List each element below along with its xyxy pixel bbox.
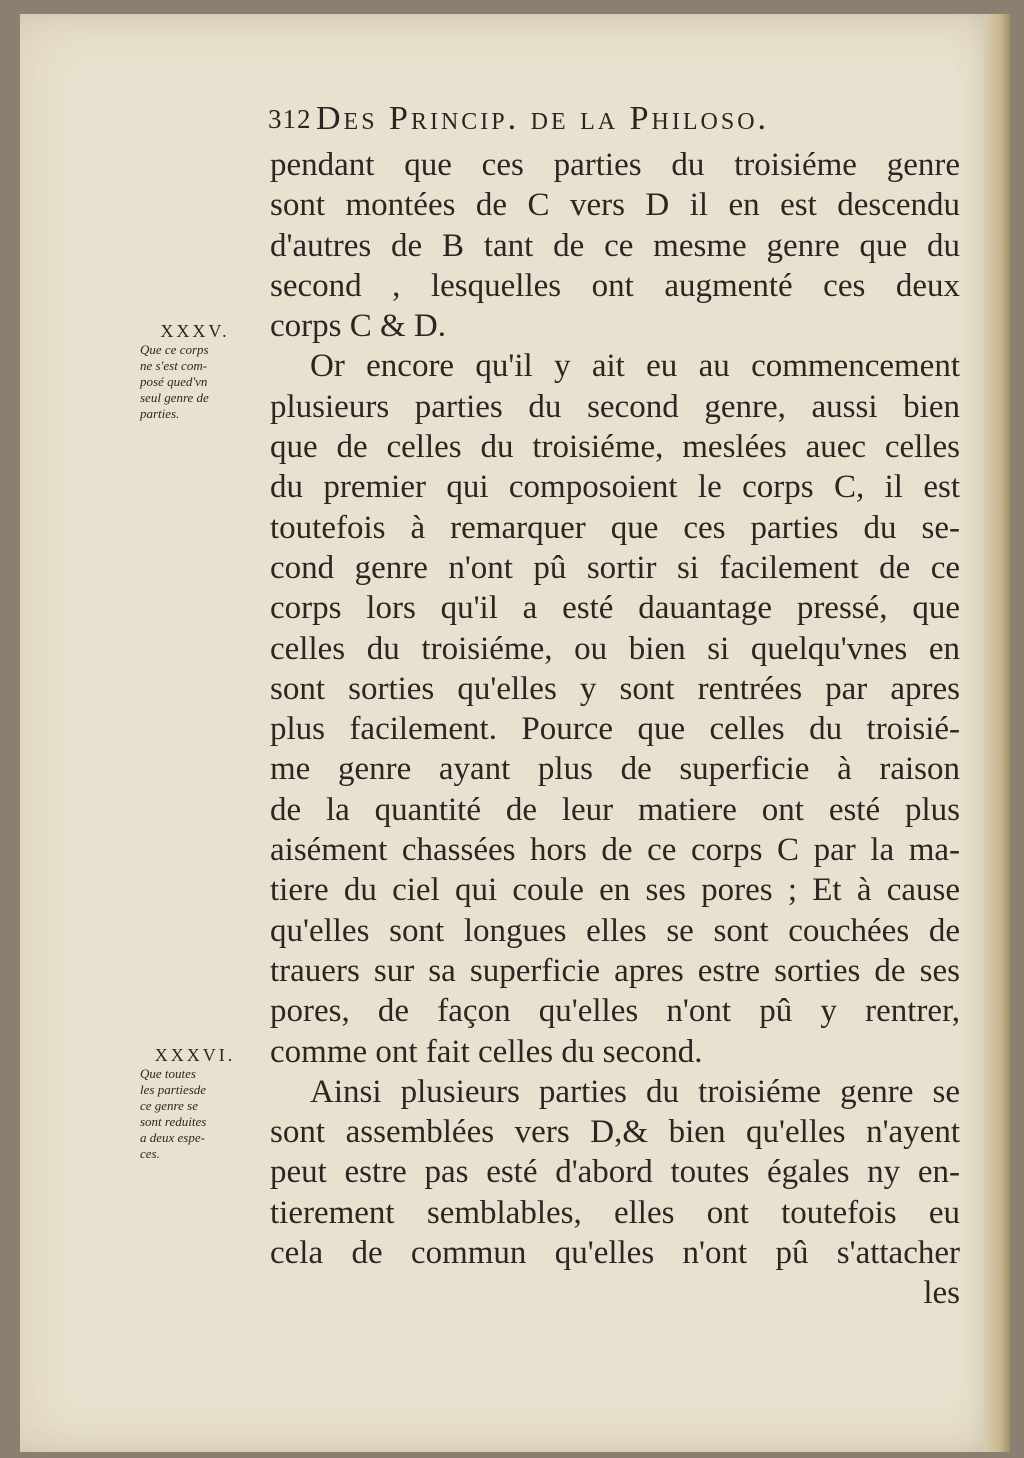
margin-note-36 [140,1044,250,1162]
text-line: corps C & D. [270,308,446,345]
text-line: pendant que ces parties du troisiéme genre [270,147,960,183]
text-line: plusieurs parties du second genre, aussi bien [270,388,960,425]
text-line: comme ont fait celles du second. [270,1033,703,1070]
text-line: pores, de façon qu'elles n'ont pû y rentrer, [270,993,960,1030]
margin-note-line: sont reduites [140,1114,207,1129]
text-line: tiere du ciel qui coule en ses pores ; Et à cause [270,872,960,909]
page-gutter [984,14,1010,1452]
text-line: celles du troisiéme, ou bien si quelqu'vnes en [270,630,960,667]
text-line: corps lors qu'il a esté dauantage pressé, que [270,590,960,627]
running-title: Des Princip. de la Philoso. [316,100,770,137]
text-line: peut estre pas esté d'abord toutes égales ny en- [270,1154,960,1191]
margin-note-line: ces. [140,1146,160,1161]
text-line: tierement semblables, elles ont toutefois eu [270,1194,960,1231]
text-line: sont montées de C vers D il en est descendu [270,187,960,224]
text-line: second , lesquelles ont augmenté ces deux [270,267,960,304]
text-line: plus facilement. Pource que celles du troisié- [270,711,960,748]
margin-note-number: XXXV. [160,321,230,341]
margin-note-line: posé qued'vn [140,374,208,389]
text-line: cond genre n'ont pû sortir si facilement de ce [270,549,960,586]
margin-note-line: a deux espe- [140,1130,205,1145]
text-line: me genre ayant plus de superficie à raison [270,751,960,788]
text-line: toutefois à remarquer que ces parties du se- [270,509,960,546]
text-line: du premier qui composoient le corps C, il est [270,469,960,506]
catchword: les [923,1275,960,1312]
margin-note-line: ne s'est com- [140,358,208,373]
text-line: qu'elles sont longues elles se sont couchées de [270,912,960,949]
margin-note-line: parties. [140,406,180,421]
text-line: trauers sur sa superficie apres estre sorties de ses [270,952,960,989]
page-header [268,100,948,144]
text-line: aisément chassées hors de ce corps C par la ma- [270,832,960,869]
margin-note-line: Que toutes [140,1066,196,1081]
text-line: Ainsi plusieurs parties du troisiéme genre se [310,1073,960,1110]
page-number: 312 [268,104,312,134]
text-line: Or encore qu'il y ait eu au commencement [310,348,960,385]
body-text [270,145,960,1314]
text-line: de la quantité de leur matiere ont esté plus [270,791,960,828]
text-line: que de celles du troisiéme, meslées auec celles [270,429,960,466]
text-line: sont assemblées vers D,& bien qu'elles n'ayent [270,1114,960,1151]
text-line: cela de commun qu'elles n'ont pû s'attacher [270,1235,960,1272]
margin-note-line: Que ce corps [140,342,209,357]
margin-note-35 [140,320,250,422]
margin-note-number: XXXVI. [154,1045,236,1065]
text-line: sont sorties qu'elles y sont rentrées par apres [270,670,960,707]
book-page [20,14,1010,1452]
text-line: d'autres de B tant de ce mesme genre que du [270,227,960,264]
margin-note-line: seul genre de [140,390,209,405]
margin-note-line: les partiesde [140,1082,207,1097]
margin-note-line: ce genre se [140,1098,198,1113]
